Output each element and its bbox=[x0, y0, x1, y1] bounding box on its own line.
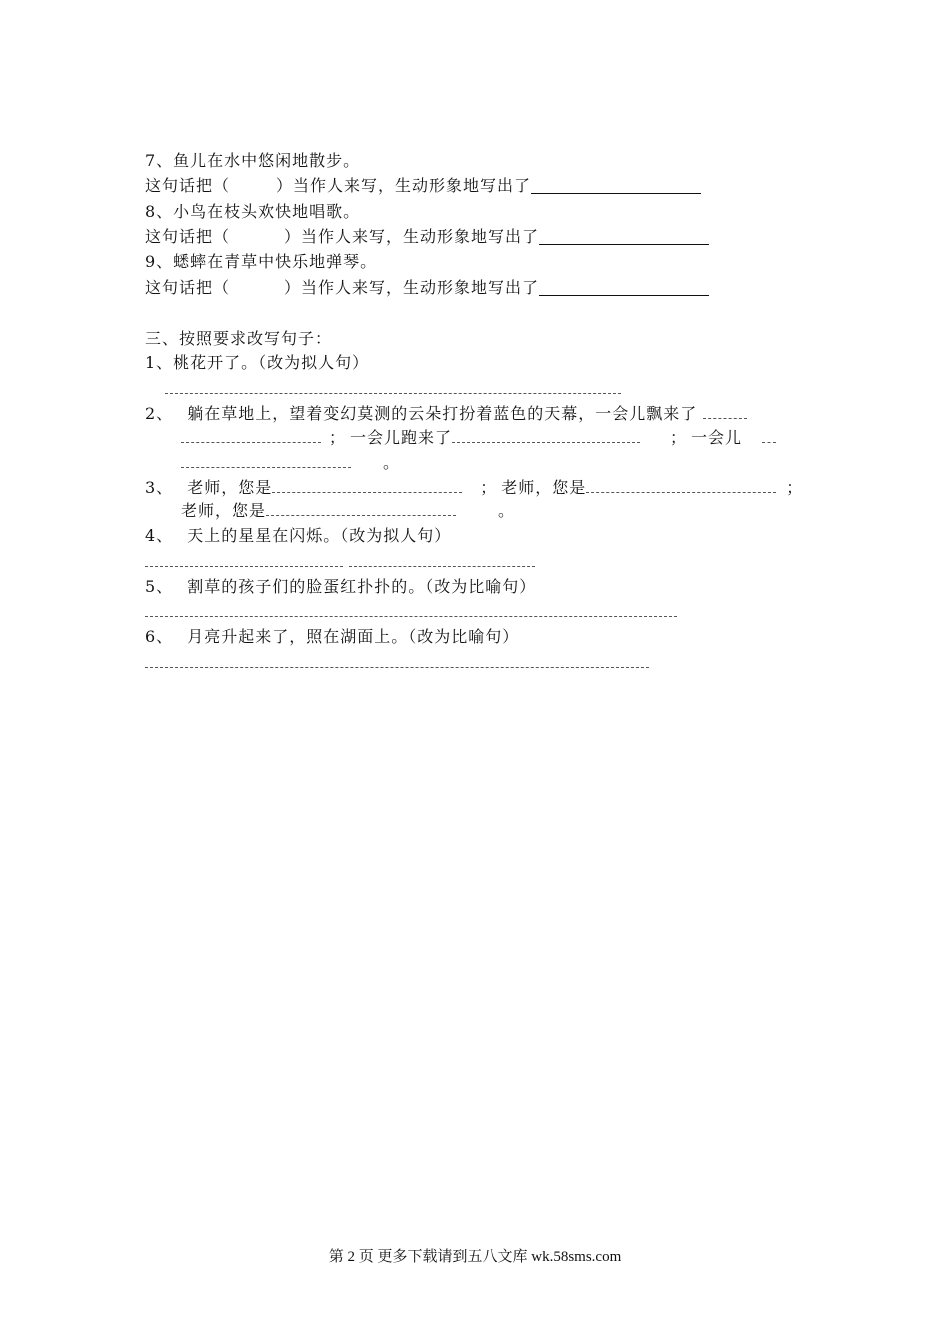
p3-q2-line1 bbox=[145, 403, 747, 425]
p3-q3-blank-1[interactable] bbox=[272, 480, 462, 493]
p3-q5-answer-line[interactable] bbox=[145, 604, 677, 617]
q7-sentence bbox=[145, 175, 701, 197]
q7-sentence-a: 这句话把（ bbox=[145, 176, 231, 195]
p3-q2-line3 bbox=[181, 452, 400, 474]
p3-q3-c: 老师，您是 bbox=[181, 501, 267, 520]
p3-q4-answer-row bbox=[145, 551, 535, 573]
q7-text: 7、鱼儿在水中悠闲地散步。 bbox=[145, 151, 361, 170]
p3-q5-line bbox=[145, 576, 536, 598]
p3-q3-blank-2[interactable] bbox=[586, 480, 776, 493]
p3-q3-num: 3、 bbox=[145, 478, 174, 497]
q9-sentence bbox=[145, 277, 709, 299]
p3-q6-answer-line[interactable] bbox=[145, 655, 649, 668]
p3-q2-num: 2、 bbox=[145, 404, 174, 423]
q8-sentence-a: 这句话把（ bbox=[145, 227, 231, 246]
p3-q6-line bbox=[145, 626, 519, 648]
page-footer: 第 2 页 更多下载请到五八文库 wk.58sms.com bbox=[328, 1249, 622, 1265]
p3-q2-blank-3b[interactable] bbox=[181, 455, 351, 468]
p3-q3-line2 bbox=[181, 500, 515, 522]
p3-q3-semi1: ； bbox=[480, 478, 498, 497]
p3-q1-answer-line[interactable] bbox=[165, 381, 621, 394]
p3-q5-answer-row bbox=[145, 601, 677, 623]
p3-q4-line bbox=[145, 525, 451, 547]
p3-q2-text: 躺在草地上，望着变幻莫测的云朵打扮着蓝色的天幕，一会儿飘来了 bbox=[187, 404, 698, 423]
p3-q3-end: 。 bbox=[498, 501, 516, 520]
q7-answer-line[interactable] bbox=[531, 177, 701, 194]
q9-sentence-b: ）当作人来写，生动形象地写出了 bbox=[284, 278, 540, 297]
p3-q5-num: 5、 bbox=[145, 577, 174, 596]
p3-q2-semi1: ； bbox=[329, 428, 347, 447]
p3-q2-blank-1a[interactable] bbox=[703, 406, 747, 419]
q7-sentence-b: ）当作人来写，生动形象地写出了 bbox=[276, 176, 532, 195]
p3-q3-semi2: ； bbox=[786, 478, 804, 497]
p3-q2-blank-2[interactable] bbox=[452, 430, 640, 443]
p3-q2-tail: 一会儿 bbox=[691, 428, 743, 447]
p3-q4-text: 天上的星星在闪烁。（改为拟人句） bbox=[187, 526, 452, 545]
q9-text: 9、蟋蟀在青草中快乐地弹琴。 bbox=[145, 252, 378, 271]
p3-q2-blank-3a[interactable] bbox=[762, 430, 776, 443]
p3-q6-text: 月亮升起来了，照在湖面上。（改为比喻句） bbox=[187, 627, 520, 646]
p3-q3-line1 bbox=[145, 477, 803, 499]
p3-q4-answer-line-2[interactable] bbox=[349, 554, 535, 567]
q8-sentence bbox=[145, 226, 709, 248]
p3-q2-end: 。 bbox=[383, 453, 401, 472]
p3-q5-text: 割草的孩子们的脸蛋红扑扑的。（改为比喻句） bbox=[187, 577, 537, 596]
p3-q2-blank-1b[interactable] bbox=[181, 430, 321, 443]
p3-q3-blank-3[interactable] bbox=[266, 503, 456, 516]
p3-q3-b: 老师，您是 bbox=[501, 478, 587, 497]
p3-q4-num: 4、 bbox=[145, 526, 174, 545]
p3-q1-text: 1、桃花开了。（改为拟人句） bbox=[145, 353, 370, 372]
q8-answer-line[interactable] bbox=[539, 228, 709, 245]
q9-sentence-a: 这句话把（ bbox=[145, 278, 231, 297]
p3-q2-mid: 一会儿跑来了 bbox=[350, 428, 453, 447]
q8-sentence-b: ）当作人来写，生动形象地写出了 bbox=[284, 227, 540, 246]
q8-text: 8、小鸟在枝头欢快地唱歌。 bbox=[145, 202, 361, 221]
p3-q2-semi2: ； bbox=[670, 428, 688, 447]
p3-q4-answer-line-1[interactable] bbox=[145, 554, 343, 567]
p3-q6-answer-row bbox=[145, 652, 649, 674]
p3-q2-line2 bbox=[181, 427, 776, 449]
part3-heading: 三、按照要求改写句子： bbox=[145, 329, 333, 348]
q9-answer-line[interactable] bbox=[539, 279, 709, 296]
p3-q6-num: 6、 bbox=[145, 627, 174, 646]
p3-q1-answer-row bbox=[165, 378, 621, 400]
p3-q3-a: 老师，您是 bbox=[187, 478, 273, 497]
